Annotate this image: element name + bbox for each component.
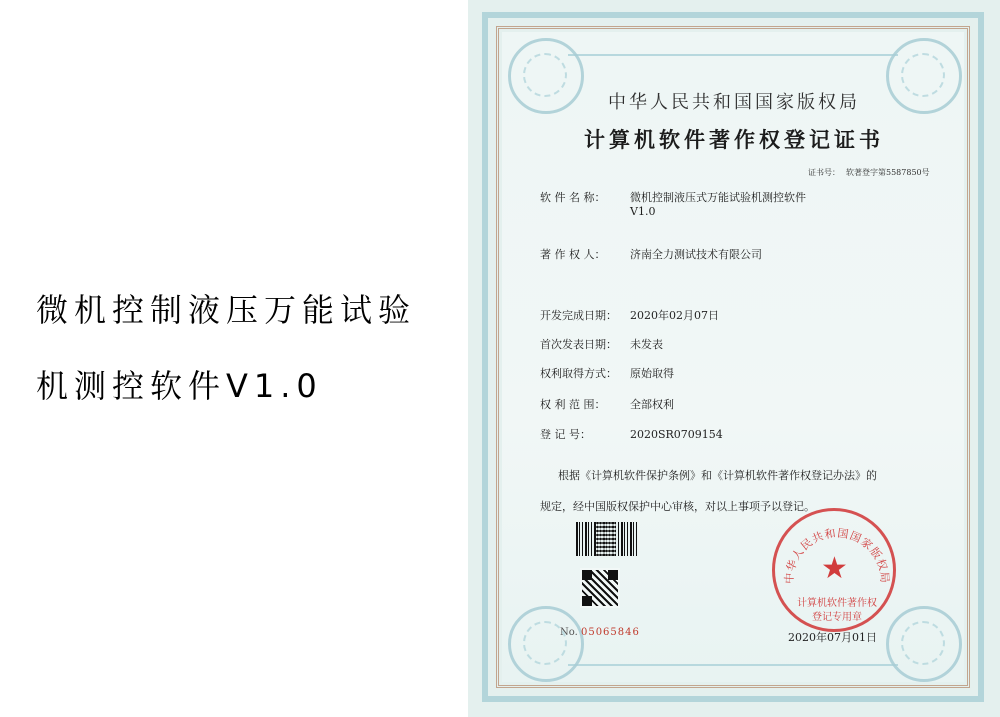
field-dev-date — [540, 307, 719, 323]
software-version: V1.0 — [630, 205, 656, 218]
serial-value: 05065846 — [580, 627, 640, 638]
field-value: 微机控制液压式万能试验机测控软件 — [630, 191, 806, 204]
legal-line-2: 规定，经中国版权保护中心审核，对以上事项予以登记。 — [540, 500, 815, 513]
field-label: 著 作 权 人： — [540, 248, 606, 261]
seal-star-icon: ★ — [821, 551, 848, 586]
field-label: 软 件 名 称： — [540, 191, 606, 204]
title-line-2: 机测控软件V1.0 — [36, 367, 323, 405]
field-value: 原始取得 — [630, 367, 674, 380]
corner-ornament-icon — [508, 606, 584, 682]
page-title — [36, 272, 466, 424]
field-label: 开发完成日期： — [540, 309, 617, 322]
certificate-title: 计算机软件著作权登记证书 — [584, 127, 884, 152]
qr-code-icon — [580, 568, 620, 608]
field-registration-number — [540, 426, 723, 442]
issue-date: 2020年07月01日 — [788, 631, 877, 644]
seal-line-1: 计算机软件著作权 — [797, 598, 877, 609]
certificate-image — [468, 0, 1000, 717]
certificate-number — [808, 167, 936, 178]
seal-line-2: 登记专用章 — [812, 612, 862, 623]
top-ornament-band — [568, 40, 898, 56]
field-value: 全部权利 — [630, 398, 674, 411]
field-label: 权 利 范 围： — [540, 398, 606, 411]
bottom-ornament-band — [568, 664, 898, 680]
barcode-icon — [576, 522, 638, 556]
field-value: 未发表 — [630, 338, 663, 351]
field-label: 权利取得方式： — [540, 367, 617, 380]
legal-line-1: 根据《计算机软件保护条例》和《计算机软件著作权登记办法》的 — [558, 469, 877, 482]
field-value: 2020年02月07日 — [630, 309, 719, 322]
field-acquisition — [540, 365, 674, 381]
field-owner — [540, 246, 762, 262]
issuing-authority: 中华人民共和国国家版权局 — [608, 92, 860, 113]
field-label: 首次发表日期： — [540, 338, 617, 351]
field-value: 济南全力测试技术有限公司 — [630, 248, 762, 261]
svg-text:中华人民共和国国家版权局: 中华人民共和国国家版权局 — [782, 526, 892, 585]
official-seal — [772, 508, 896, 632]
field-label: 登 记 号： — [540, 428, 591, 441]
field-scope — [540, 396, 674, 412]
serial-label: No. — [560, 627, 578, 638]
field-pub-date — [540, 336, 663, 352]
field-software-name — [540, 189, 806, 205]
certificate-number-value: 软著登字第5587850号 — [846, 168, 930, 177]
title-line-1: 微机控制液压万能试验 — [36, 291, 417, 329]
field-value: 2020SR0709154 — [630, 428, 723, 441]
serial-number — [560, 627, 640, 638]
certificate-number-label: 证书号： — [808, 168, 840, 177]
